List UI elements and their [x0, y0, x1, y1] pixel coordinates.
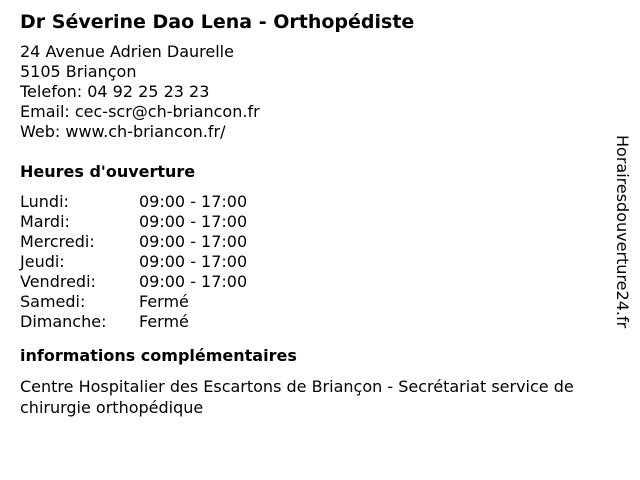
hours-heading: Heures d'ouverture: [20, 162, 196, 181]
hours-row-tuesday: [20, 212, 620, 232]
day-label: Mercredi:: [20, 232, 95, 251]
email-line: Email: cec-scr@ch-briancon.fr: [20, 102, 260, 121]
page-title: Dr Séverine Dao Lena - Orthopédiste: [20, 11, 415, 33]
day-label: Lundi:: [20, 192, 69, 211]
hours-row-sunday: [20, 312, 620, 332]
time-value: 09:00 - 17:00: [139, 232, 248, 251]
time-value: 09:00 - 17:00: [139, 212, 248, 231]
hours-row-thursday: [20, 252, 620, 272]
hours-table: [20, 192, 620, 332]
info-heading: informations complémentaires: [20, 346, 297, 365]
hours-row-saturday: [20, 292, 620, 312]
listing-card: [20, 8, 620, 418]
time-value: Fermé: [139, 292, 189, 311]
day-label: Dimanche:: [20, 312, 107, 331]
hours-row-monday: [20, 192, 620, 212]
hours-row-wednesday: [20, 232, 620, 252]
time-value: 09:00 - 17:00: [139, 272, 248, 291]
time-value: Fermé: [139, 312, 189, 331]
day-label: Jeudi:: [20, 252, 65, 271]
street-address: 24 Avenue Adrien Daurelle: [20, 42, 234, 61]
time-value: 09:00 - 17:00: [139, 192, 248, 211]
day-label: Vendredi:: [20, 272, 96, 291]
contact-block: [20, 42, 620, 142]
city-line: 5105 Briançon: [20, 62, 137, 81]
day-label: Mardi:: [20, 212, 70, 231]
web-line: Web: www.ch-briancon.fr/: [20, 122, 226, 141]
info-text: Centre Hospitalier des Escartons de Briançon - Secrétariat service de chirurgie orthopédique: [20, 377, 574, 417]
day-label: Samedi:: [20, 292, 86, 311]
site-watermark: Horairesdouverture24.fr: [613, 135, 632, 329]
hours-row-friday: [20, 272, 620, 292]
time-value: 09:00 - 17:00: [139, 252, 248, 271]
phone-line: Telefon: 04 92 25 23 23: [20, 82, 210, 101]
